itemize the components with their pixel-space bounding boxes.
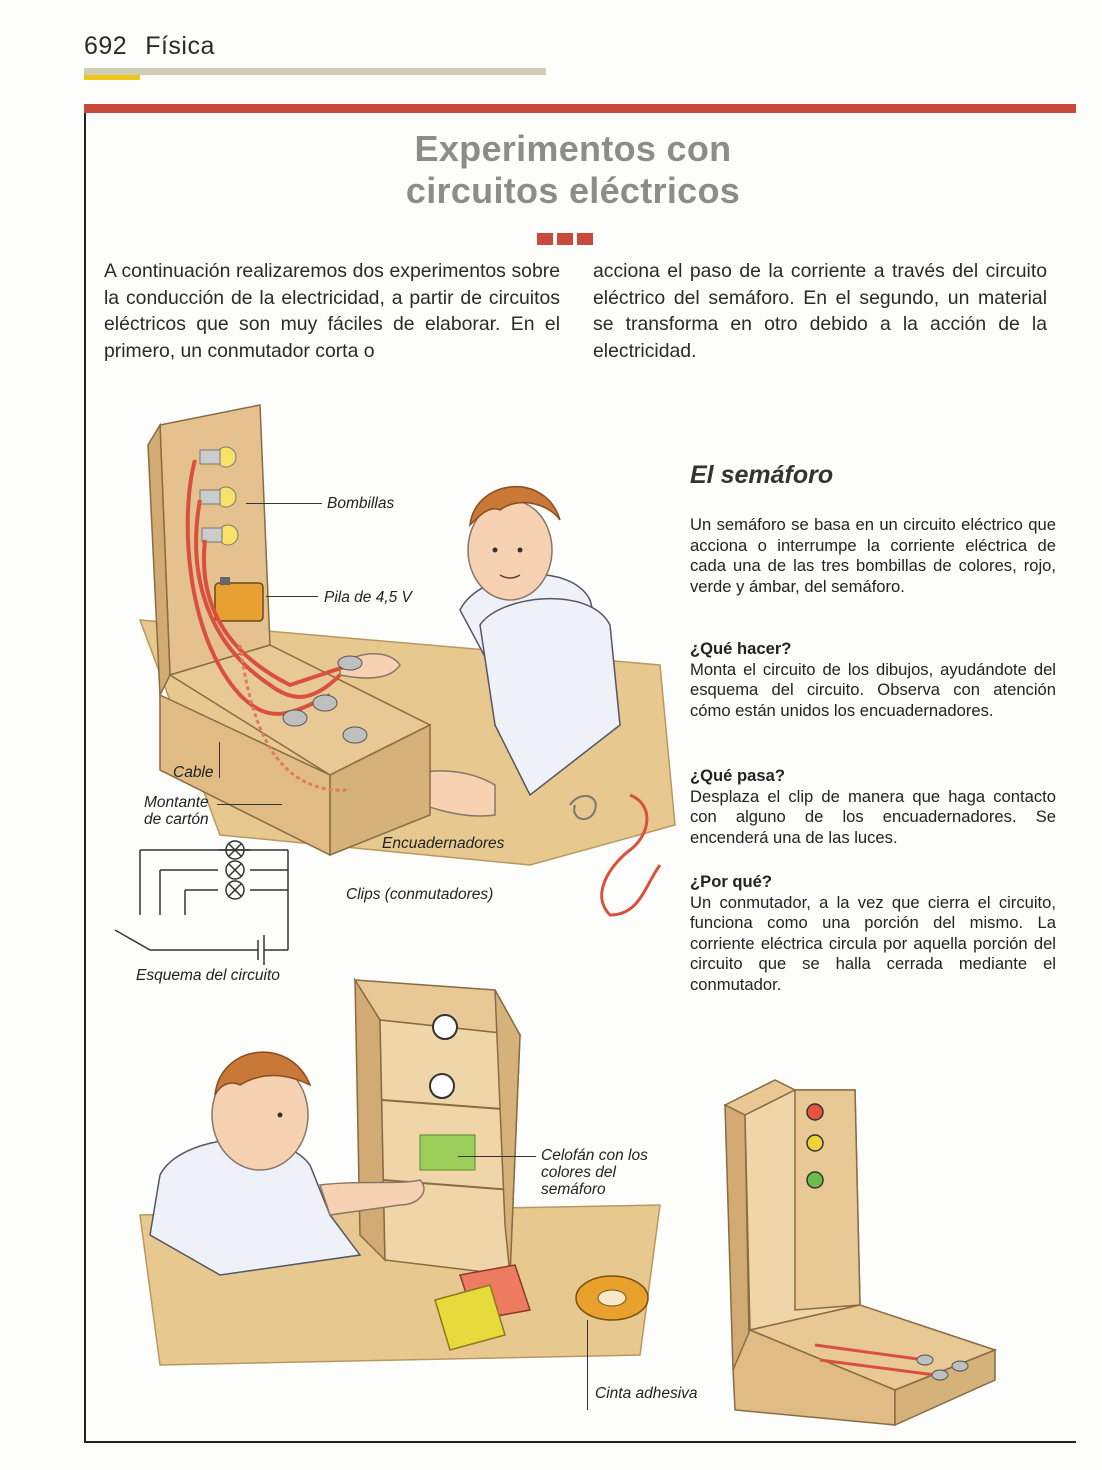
leader-cable	[219, 742, 220, 778]
traffic-light-upright	[795, 1090, 860, 1310]
header-tan-bar	[84, 68, 546, 75]
frame-left-border	[84, 113, 86, 1443]
frame-bottom-border	[84, 1441, 1076, 1443]
label-clips: Clips (conmutadores)	[346, 886, 494, 903]
section-text: Desplaza el clip de manera que haga contacto con alguno de los encuadernadores. Se encenderá una de las luces.	[690, 786, 1056, 847]
leader-montante	[217, 804, 282, 805]
decorative-squares	[537, 232, 597, 250]
section-heading: ¿Qué pasa?	[690, 766, 785, 785]
header-yellow-bar	[84, 75, 140, 80]
circuit-illustration	[100, 395, 690, 995]
page-number: 692	[84, 32, 128, 60]
battery	[215, 583, 263, 621]
label-montante-1: Montante	[144, 794, 209, 811]
intro-left-column: A continuación realizaremos dos experimentos sobre la conducción de la electricidad, a partir de circuitos eléctricos que son muy fáciles de elaborar. En el primero, un conmutador corta o	[104, 260, 560, 362]
amber-light	[807, 1135, 823, 1151]
section-text: Monta el circuito de los dibujos, ayudándote del esquema del circuito. Observa con atención cómo están unidos los encuadernadores.	[690, 659, 1056, 720]
label-bombillas: Bombillas	[327, 495, 395, 512]
shelf-illustration	[120, 975, 680, 1430]
label-pila: Pila de 4,5 V	[324, 589, 412, 606]
page-header	[84, 32, 215, 61]
section-heading: ¿Por qué?	[690, 872, 773, 891]
section-que-pasa	[690, 766, 1056, 848]
leader-celofan	[458, 1156, 536, 1157]
label-montante-2: de cartón	[144, 811, 209, 828]
red-light	[807, 1104, 823, 1120]
label-celofan-2: colores del	[541, 1164, 616, 1181]
section-text: Un conmutador, a la vez que cierra el circuito, funciona como una porción del mismo. La corriente eléctrica circula por aquella porción del circuito que se halla cerrada mediante el conmutador.	[690, 892, 1056, 994]
intro-right-column: acciona el paso de la corriente a través del circuito eléctrico del semáforo. En el segundo, un material se transforma en otro debido a la acción de la electricidad.	[593, 260, 1047, 362]
traffic-light-illustration	[715, 1070, 1005, 1430]
label-esquema: Esquema del circuito	[136, 967, 280, 984]
leader-pila	[266, 596, 318, 597]
leader-bombillas	[246, 503, 322, 504]
green-cellophane	[420, 1135, 475, 1170]
circuit-schematic	[115, 841, 288, 965]
red-rule	[84, 104, 1076, 113]
leader-cinta	[587, 1320, 588, 1410]
sidebar-body	[690, 515, 1056, 597]
section-name: Física	[145, 32, 215, 60]
title-line-2: circuitos eléctricos	[405, 170, 741, 211]
section-por-que	[690, 872, 1056, 996]
label-celofan-1: Celofán con los	[541, 1147, 648, 1164]
label-encuadernadores: Encuadernadores	[382, 835, 505, 852]
label-celofan-3: semáforo	[541, 1181, 606, 1198]
label-cable: Cable	[173, 764, 214, 781]
label-cinta: Cinta adhesiva	[595, 1385, 698, 1402]
title-line-1: Experimentos con	[414, 128, 732, 169]
green-light	[807, 1172, 823, 1188]
section-que-hacer	[690, 639, 1056, 721]
section-heading: ¿Qué hacer?	[690, 639, 792, 658]
sidebar-title: El semáforo	[690, 461, 834, 489]
page-title	[300, 128, 846, 212]
sidebar-body-text: Un semáforo se basa en un circuito eléctrico que acciona o interrumpe la corriente eléctrica de cada una de las tres bombillas de colores, rojo, verde y ámbar, del semáforo.	[690, 515, 1056, 596]
bulbs	[200, 447, 238, 545]
